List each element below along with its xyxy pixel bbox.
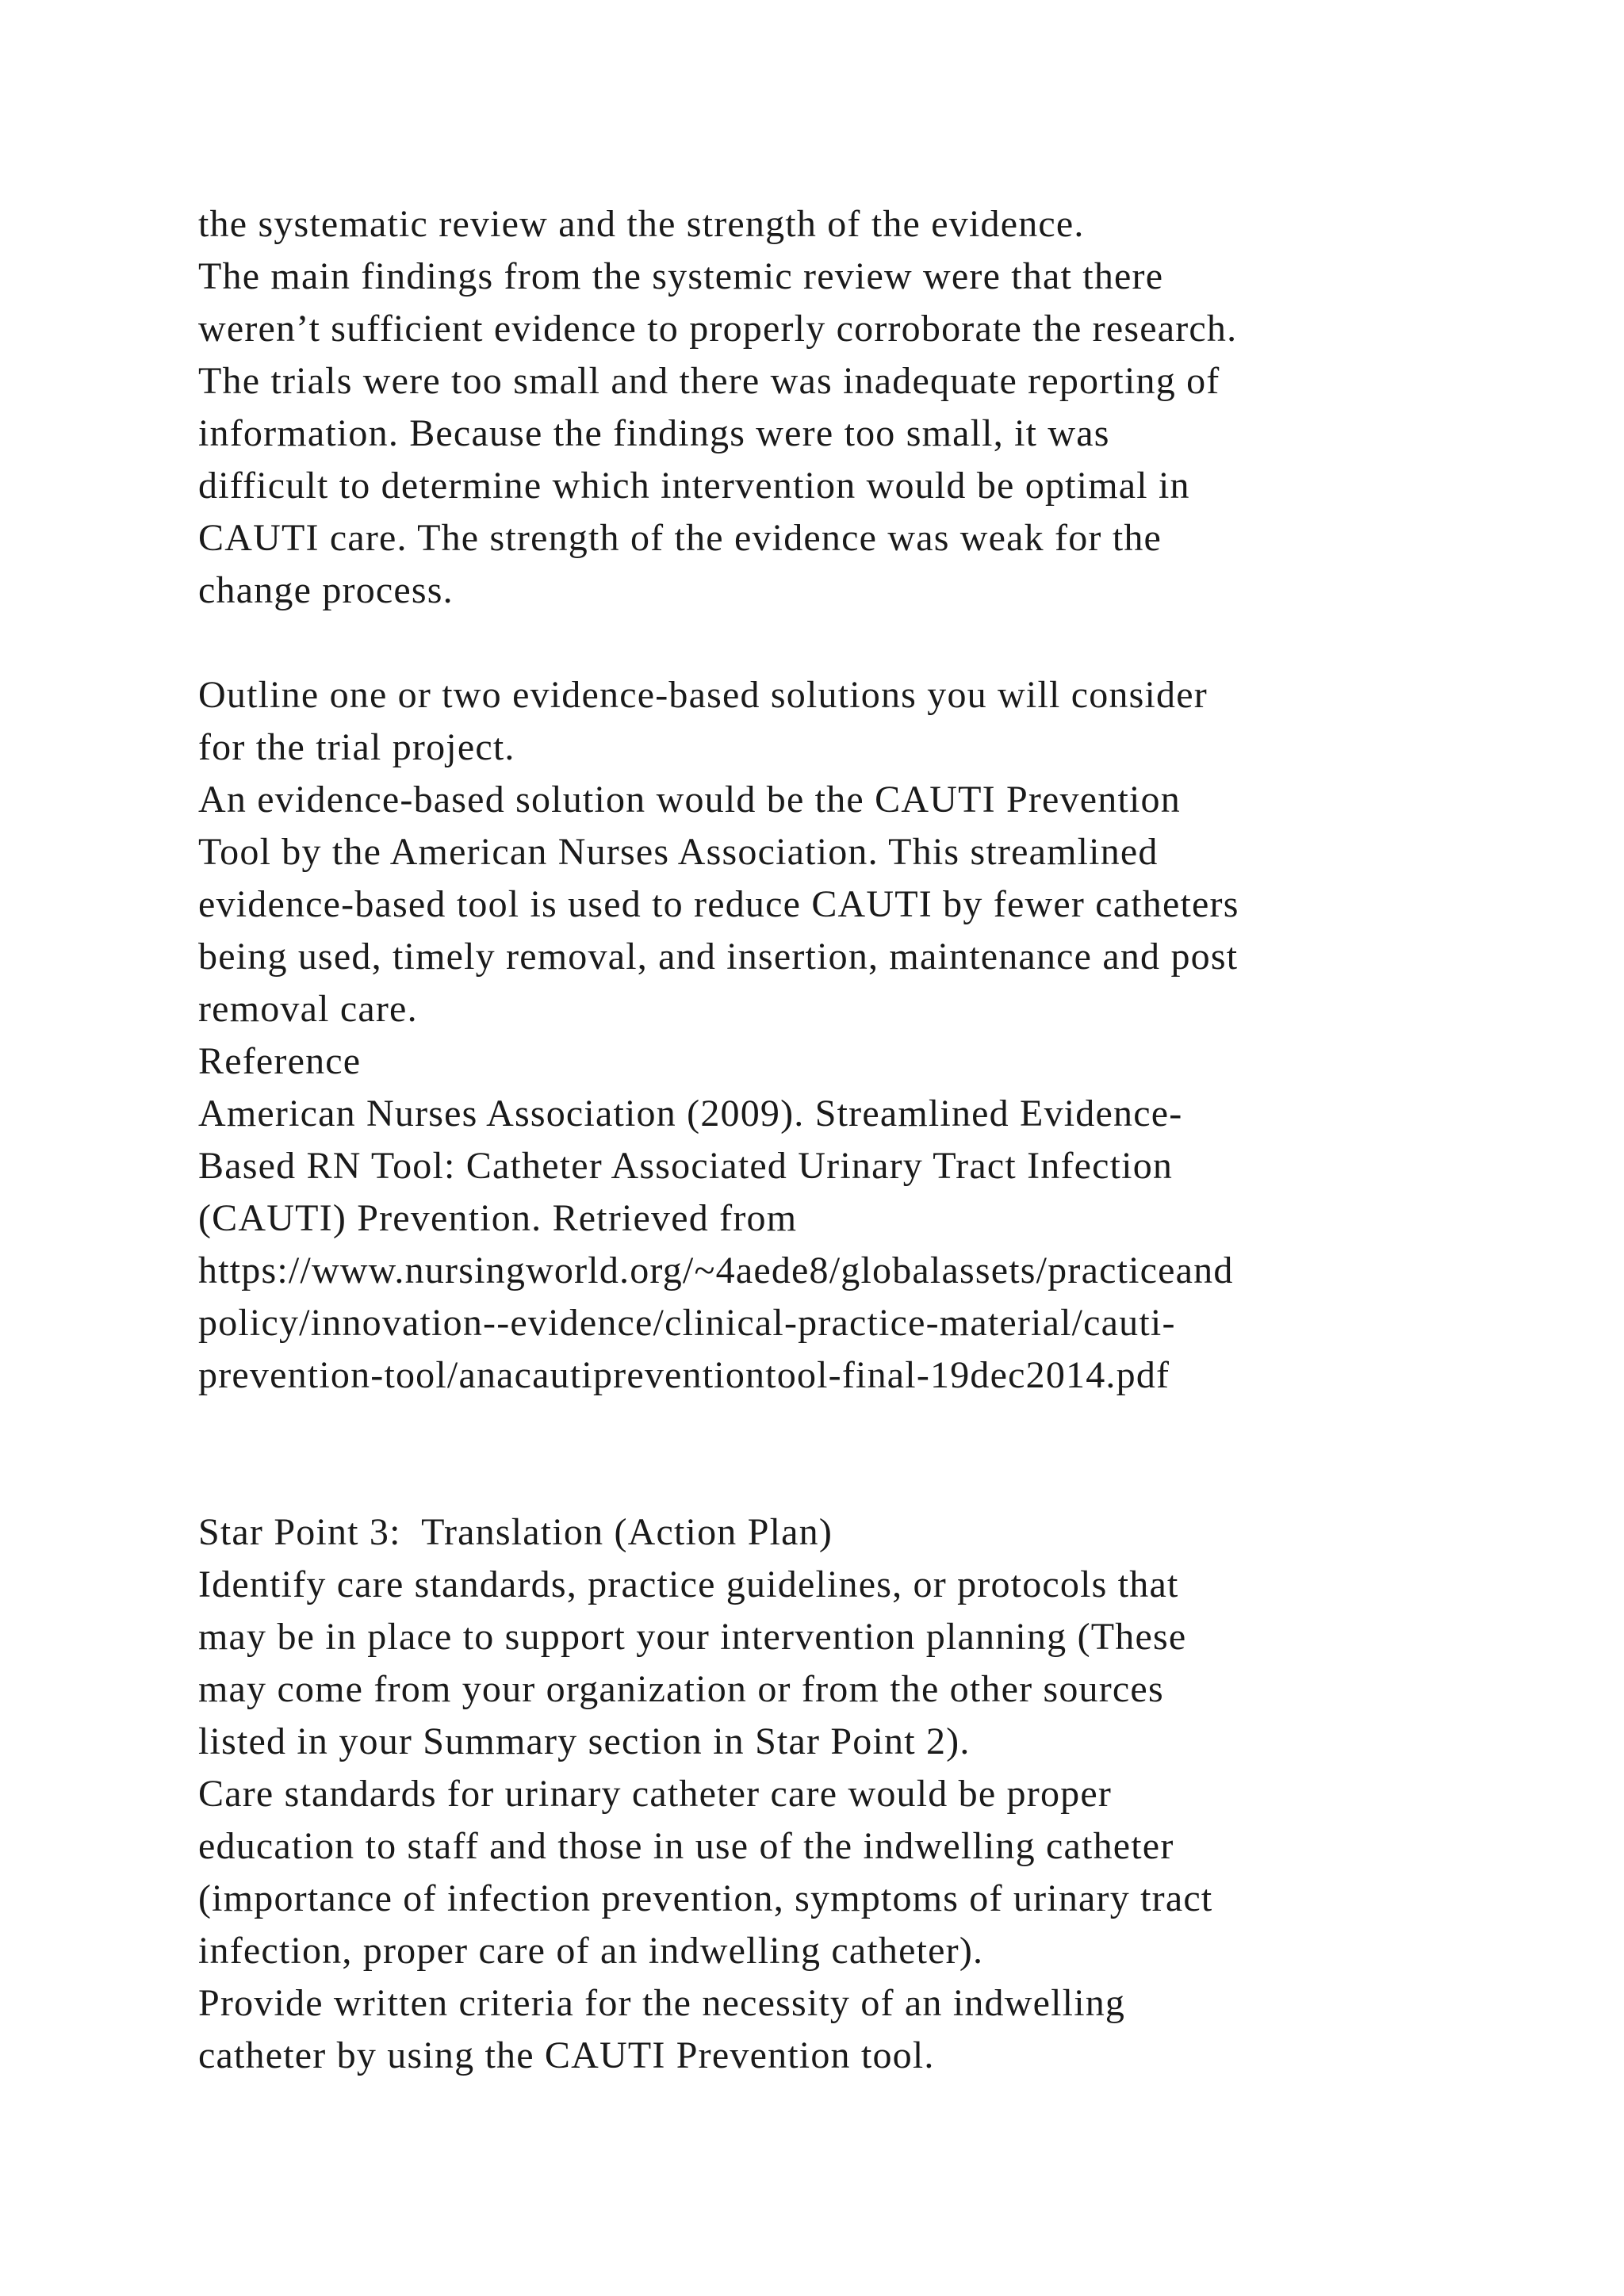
text-line: Star Point 3: Translation (Action Plan) [198, 1511, 833, 1553]
blank-line [198, 617, 1451, 669]
text-line: catheter by using the CAUTI Prevention tool. [198, 2034, 935, 2076]
text-line: change process. [198, 569, 454, 611]
text-line: prevention-tool/anacautipreventiontool-final-19dec2014.pdf [198, 1354, 1170, 1396]
text-line: Tool by the American Nurses Association. This streamlined [198, 831, 1159, 873]
text-line: evidence-based tool is used to reduce CAUTI by fewer catheters [198, 883, 1239, 925]
text-line: Based RN Tool: Catheter Associated Urinary Tract Infection [198, 1145, 1174, 1187]
text-line: weren’t sufficient evidence to properly corroborate the research. [198, 308, 1238, 350]
text-line: (importance of infection prevention, symptoms of urinary tract [198, 1877, 1213, 1919]
text-line: Provide written criteria for the necessity of an indwelling [198, 1982, 1126, 2024]
text-line: the systematic review and the strength of the evidence. [198, 203, 1085, 245]
text-line: being used, timely removal, and insertion, maintenance and post [198, 936, 1239, 978]
text-line: policy/innovation--evidence/clinical-practice-material/cauti- [198, 1302, 1176, 1344]
text-line: Care standards for urinary catheter care would be proper [198, 1773, 1113, 1815]
text-line: may be in place to support your intervention planning (These [198, 1616, 1187, 1658]
text-line: removal care. [198, 988, 418, 1030]
text-line: for the trial project. [198, 726, 515, 768]
text-line: infection, proper care of an indwelling catheter). [198, 1930, 984, 1972]
text-line: CAUTI care. The strength of the evidence was weak for the [198, 517, 1162, 559]
text-line: https://www.nursingworld.org/~4aede8/globalassets/practiceand [198, 1249, 1234, 1292]
text-line: difficult to determine which intervention would be optimal in [198, 465, 1190, 507]
blank-line [198, 1402, 1451, 1454]
text-line: The main findings from the systemic review were that there [198, 255, 1164, 297]
text-line: (CAUTI) Prevention. Retrieved from [198, 1197, 798, 1239]
text-line: Outline one or two evidence-based solutions you will consider [198, 674, 1208, 716]
text-line: The trials were too small and there was inadequate reporting of [198, 360, 1220, 402]
text-line: An evidence-based solution would be the CAUTI Prevention [198, 779, 1181, 821]
text-line: Identify care standards, practice guidelines, or protocols that [198, 1563, 1179, 1605]
document-body [198, 198, 1451, 2082]
blank-line [198, 1454, 1451, 1506]
text-line: Reference [198, 1040, 362, 1082]
text-line: may come from your organization or from the other sources [198, 1668, 1164, 1710]
text-line: listed in your Summary section in Star Point 2). [198, 1720, 971, 1762]
text-line: education to staff and those in use of the indwelling catheter [198, 1825, 1174, 1867]
text-line: American Nurses Association (2009). Streamlined Evidence- [198, 1093, 1183, 1135]
text-line: information. Because the findings were too small, it was [198, 412, 1110, 454]
